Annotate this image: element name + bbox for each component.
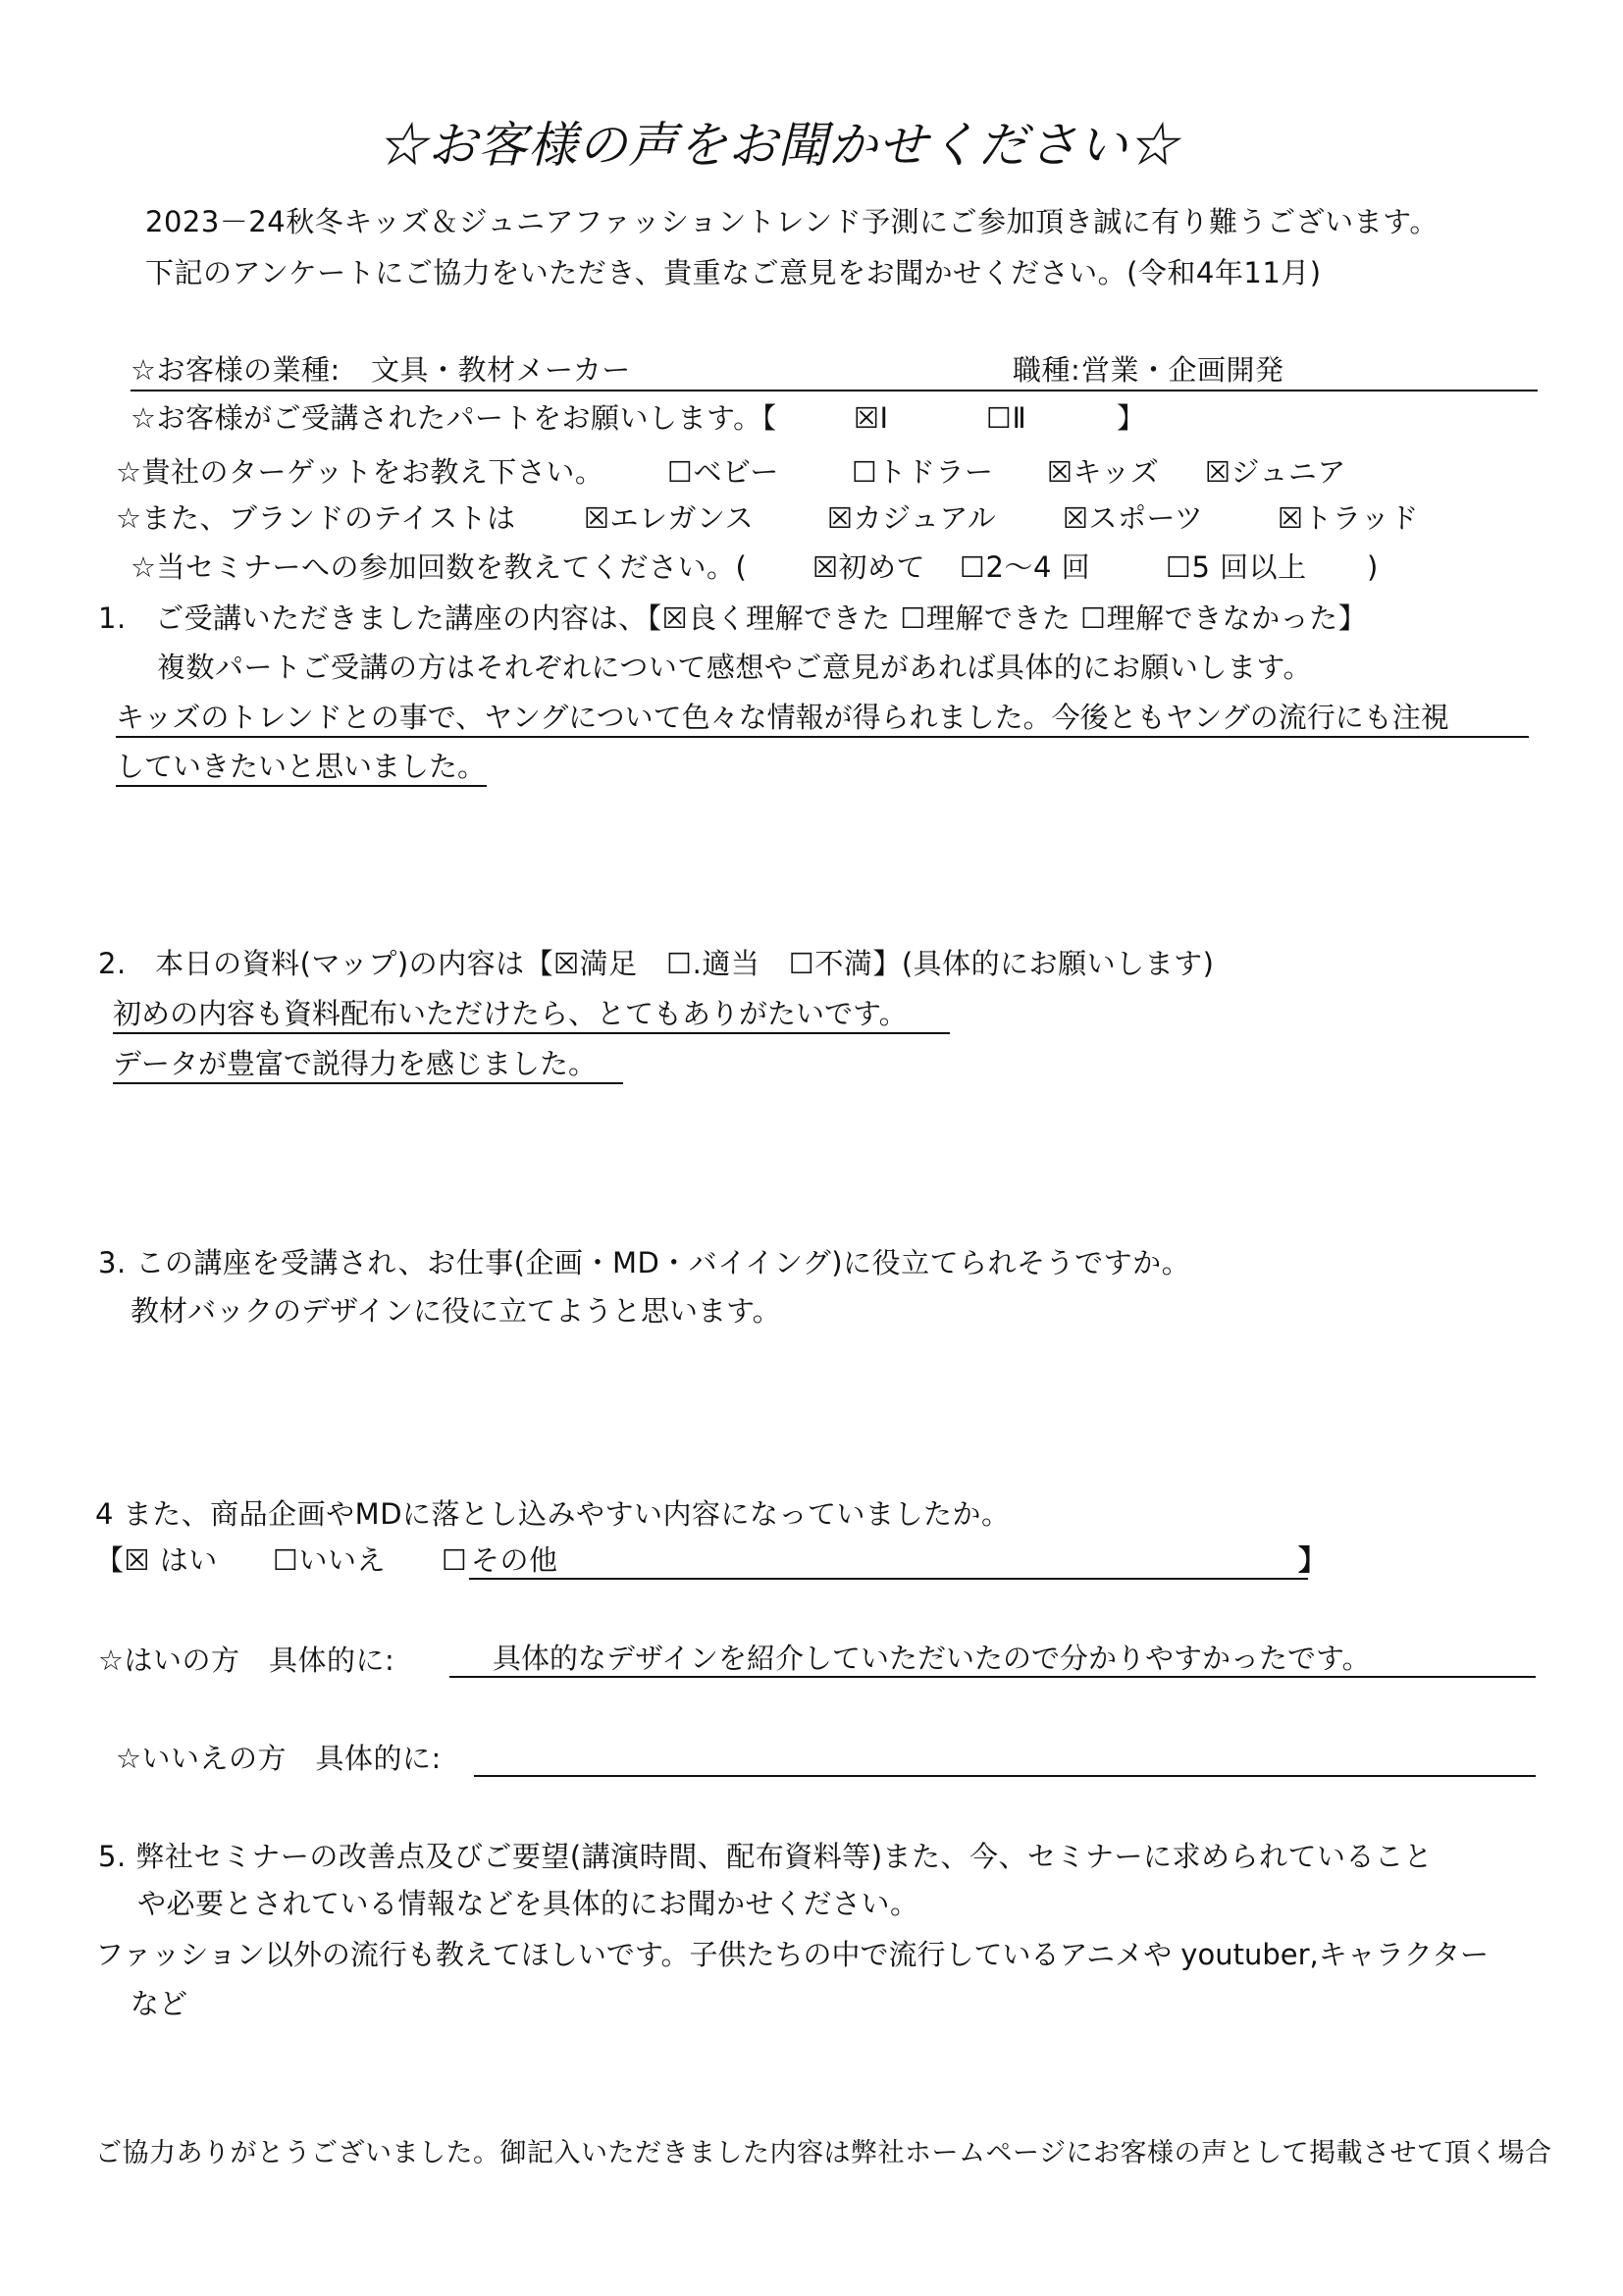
q1-question: 1. ご受講いただきました講座の内容は、【☒良く理解できた ☐理解できた ☐理解できなかった】 [98,601,1368,635]
part-option-1: ☒I [854,401,889,435]
taste-question: ☆また、ブランドのテイストは [116,501,516,535]
attendance-option-first: ☒初めて [812,550,925,584]
q3-question: 3. この講座を受講され、お仕事(企画・MD・バイイング)に役立てられそうですか。 [98,1246,1191,1279]
taste-option-elegance: ☒エレガンス [584,501,755,535]
attendance-close: ) [1367,550,1379,584]
q5-answer-line-1: ファッション以外の流行も教えてほしいです。子供たちの中で流行しているアニメや youtuber,キャラクター [95,1938,1490,1971]
intro-line-1: 2023－24秋冬キッズ＆ジュニアファッショントレンド予測にご参加頂き誠に有り難うございます。 [145,205,1439,238]
q4-yes-underline [449,1676,1536,1678]
target-option-toddler: ☐トドラー [852,455,994,489]
page-title: ☆お客様の声をお聞かせください☆ [378,117,1178,174]
q4-option-other-box: ☐ [442,1543,468,1577]
industry-value: 文具・教材メーカー [371,353,631,387]
q1-answer-line-2: していきたいと思いました。 [116,750,487,783]
target-option-kids: ☒キッズ [1047,455,1160,489]
q1-note: 複数パートご受講の方はそれぞれについて感想やご意見があれば具体的にお願いします。 [157,651,1313,684]
q5-question-line-2: や必要とされている情報などを具体的にお聞かせください。 [137,1887,919,1920]
attendance-option-5plus: ☐5 回以上 [1166,550,1307,584]
q4-yes-answer: 具体的なデザインを紹介していただいたので分かりやすかったです。 [493,1642,1371,1675]
taste-option-trad: ☒トラッド [1278,501,1419,535]
intro-line-2: 下記のアンケートにご協力をいただき、貴重なご意見をお聞かせください。(令和4年11月) [145,256,1322,289]
q2-answer-line-2: データが豊富で説得力を感じました。 [113,1047,598,1080]
q5-answer-line-2: など [131,1987,188,2020]
part-close: 】 [1117,401,1146,435]
target-question: ☆貴社のターゲットをお教え下さい。 [116,455,604,489]
job-label: 職種: [1013,353,1081,387]
q4-question: 4 また、商品企画やMDに落とし込みやすい内容になっていましたか。 [95,1497,1011,1531]
target-option-junior: ☒ジュニア [1205,455,1346,489]
q4-yes-label: ☆はいの方 具体的に: [98,1644,395,1677]
q4-close: 】 [1298,1543,1328,1577]
q5-question-line-1: 5. 弊社セミナーの改善点及びご要望(講演時間、配布資料等)また、今、セミナーに求められていること [98,1840,1434,1873]
industry-underline [131,390,1538,391]
industry-label: ☆お客様の業種: [131,353,340,387]
q3-answer: 教材バックのデザインに役に立てようと思います。 [131,1294,781,1328]
job-value: 営業・企画開発 [1081,353,1284,387]
q1-answer-underline-2 [116,785,487,787]
footer-note: ご協力ありがとうございました。御記入いただきました内容は弊社ホームページにお客様の声として掲載させて頂く場合 [95,2138,1552,2168]
taste-option-sports: ☒スポーツ [1063,501,1204,535]
q2-answer-underline-2 [113,1082,623,1084]
part-option-2: ☐Ⅱ [986,401,1027,435]
q4-option-no: ☐いいえ [273,1543,386,1577]
q2-question: 2. 本日の資料(マップ)の内容は【☒満足 ☐.適当 ☐不満】(具体的にお願いします) [98,947,1215,980]
q4-other-underline [469,1578,1308,1580]
taste-option-casual: ☒カジュアル [827,501,997,535]
q2-answer-underline-1 [113,1032,950,1034]
q1-answer-underline-1 [116,736,1529,738]
q1-answer-line-1: キッズのトレンドとの事で、ヤングについて色々な情報が得られました。今後ともヤングの流行にも注視 [116,701,1449,734]
q2-answer-line-1: 初めの内容も資料配布いただけたら、とてもありがたいです。 [113,997,908,1030]
q4-option-other: その他 [471,1543,558,1577]
attendance-option-2to4: ☐2～4 回 [960,550,1091,584]
q4-no-label: ☆いいえの方 具体的に: [116,1742,442,1775]
part-question: ☆お客様がご受講されたパートをお願いします。【 [131,401,777,435]
q4-no-underline [474,1775,1536,1777]
q4-option-yes: 【☒ はい [95,1543,218,1577]
attendance-question: ☆当セミナーへの参加回数を教えてください。( [131,550,748,584]
target-option-baby: ☐ベビー [667,455,779,489]
